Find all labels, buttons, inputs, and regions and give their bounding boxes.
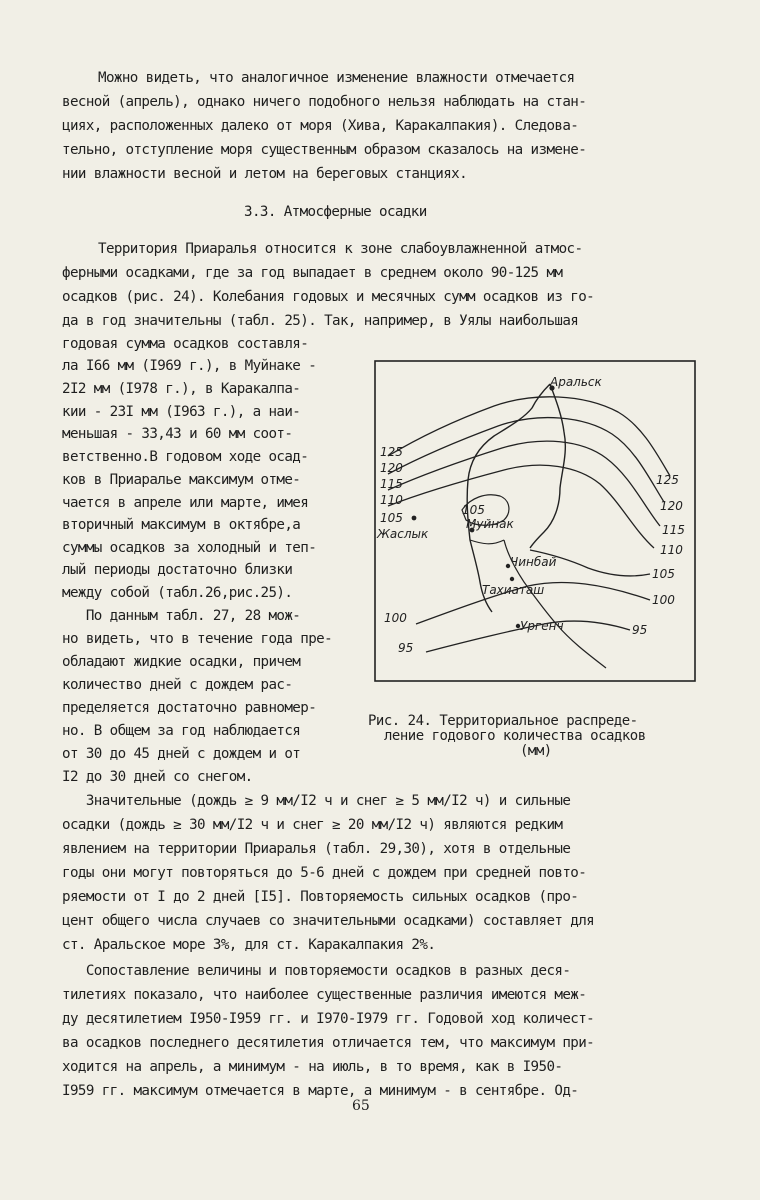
isoline-label: 125 bbox=[656, 473, 679, 487]
isoline-label: 105 bbox=[380, 511, 403, 525]
precipitation-map bbox=[374, 360, 696, 682]
text-line: По данным табл. 27, 28 мож- bbox=[62, 608, 301, 624]
text-line: ряемости от I до 2 дней [I5]. Повторяемость сильных осадков (про- bbox=[62, 889, 579, 905]
text-line: да в год значительны (табл. 25). Так, например, в Уялы наибольшая bbox=[62, 313, 579, 329]
isoline-label: 110 bbox=[380, 493, 403, 507]
text-line: Значительные (дождь ≥ 9 мм/I2 ч и снег ≥ 5 мм/I2 ч) и сильные bbox=[62, 793, 571, 809]
text-line: тельно, отступление моря существенным образом сказалось на измене- bbox=[62, 142, 587, 158]
isoline-label: 100 bbox=[384, 611, 407, 625]
isoline-label: 110 bbox=[660, 543, 683, 557]
text-line: суммы осадков за холодный и теп- bbox=[62, 540, 317, 556]
isoline-label: 120 bbox=[380, 461, 403, 475]
text-line: I2 до 30 дней со снегом. bbox=[62, 769, 253, 785]
text-line: лый периоды достаточно близки bbox=[62, 562, 293, 578]
page-number: 65 bbox=[352, 1098, 370, 1114]
text-line: количество дней с дождем рас- bbox=[62, 677, 293, 693]
place-label: Ургенч bbox=[520, 619, 564, 633]
text-line: циях, расположенных далеко от моря (Хива, Каракалпакия). Следова- bbox=[62, 118, 579, 134]
section-heading: 3.3. Атмосферные осадки bbox=[244, 204, 427, 220]
isoline-label: 100 bbox=[652, 593, 675, 607]
text-line: кии - 23I мм (I963 г.), а наи- bbox=[62, 404, 301, 420]
text-line: осадки (дождь ≥ 30 мм/I2 ч и снег ≥ 20 мм/I2 ч) являются редким bbox=[62, 817, 563, 833]
text-line: чается в апреле или марте, имея bbox=[62, 495, 309, 511]
text-line: ст. Аральское море 3%, для ст. Каракалпакия 2%. bbox=[62, 937, 436, 953]
text-line: но видеть, что в течение года пре- bbox=[62, 631, 333, 647]
isoline-label: 95 bbox=[632, 623, 648, 637]
text-line: вторичный максимум в октябре,а bbox=[62, 517, 301, 533]
text-line: пределяется достаточно равномер- bbox=[62, 700, 317, 716]
text-line: ходится на апрель, а минимум - на июль, в то время, как в I950- bbox=[62, 1059, 563, 1075]
text-line: Можно видеть, что аналогичное изменение влажности отмечается bbox=[98, 70, 575, 86]
text-line: Территория Приаралья относится к зоне слабоувлажненной атмос- bbox=[98, 241, 583, 257]
place-label: Жаслык bbox=[377, 527, 429, 541]
text-line: тилетиях показало, что наиболее существенные различия имеются меж- bbox=[62, 987, 587, 1003]
figure-caption: (мм) bbox=[520, 743, 552, 759]
zhaslyk-dot bbox=[412, 516, 417, 521]
text-line: явлением на территории Приаралья (табл. 29,30), хотя в отдельные bbox=[62, 841, 571, 857]
text-line: ферными осадками, где за год выпадает в среднем около 90-125 мм bbox=[62, 265, 563, 281]
isoline-label: 95 bbox=[398, 641, 414, 655]
isoline-120 bbox=[388, 418, 664, 502]
text-line: Сопоставление величины и повторяемости осадков в разных деся- bbox=[62, 963, 571, 979]
text-line: ла I66 мм (I969 г.), в Муйнаке - bbox=[62, 358, 317, 374]
text-line: осадков (рис. 24). Колебания годовых и месячных сумм осадков из го- bbox=[62, 289, 595, 305]
text-line: от 30 до 45 дней с дождем и от bbox=[62, 746, 301, 762]
text-line: ва осадков последнего десятилетия отличается тем, что максимум при- bbox=[62, 1035, 595, 1051]
figure-caption: Рис. 24. Территориальное распреде- bbox=[368, 713, 638, 729]
takhiatash-dot bbox=[510, 577, 514, 581]
figure-caption: ление годового количества осадков bbox=[384, 728, 646, 744]
text-line: 2I2 мм (I978 г.), в Каракалпа- bbox=[62, 381, 301, 397]
place-label: Чинбай bbox=[510, 555, 557, 569]
isoline-125 bbox=[388, 397, 670, 476]
text-line: между собой (табл.26,рис.25). bbox=[62, 585, 293, 601]
text-line: цент общего числа случаев со значительными осадками) составляет для bbox=[62, 913, 595, 929]
text-line: меньшая - 33,43 и 60 мм соот- bbox=[62, 426, 293, 442]
isoline-label: 115 bbox=[380, 477, 403, 491]
text-line: ду десятилетием I950-I959 гг. и I970-I979 гг. Годовой ход количест- bbox=[62, 1011, 595, 1027]
text-line: но. В общем за год наблюдается bbox=[62, 723, 301, 739]
isoline-label: 125 bbox=[380, 445, 403, 459]
isoline-label: 120 bbox=[660, 499, 683, 513]
text-line: годы они могут повторяться до 5-6 дней с дождем при средней повто- bbox=[62, 865, 587, 881]
river-branch bbox=[470, 540, 504, 544]
text-line: нии влажности весной и летом на береговых станциях. bbox=[62, 166, 468, 182]
place-label: Тахиаташ bbox=[482, 583, 545, 597]
text-line: весной (апрель), однако ничего подобного нельзя наблюдать на стан- bbox=[62, 94, 587, 110]
isoline-label: 105 bbox=[462, 503, 485, 517]
text-line: ков в Приаралье максимум отме- bbox=[62, 472, 301, 488]
isoline-label: 105 bbox=[652, 567, 675, 581]
text-line: I959 гг. максимум отмечается в марте, а минимум - в сентябре. Од- bbox=[62, 1083, 579, 1099]
text-line: годовая сумма осадков составля- bbox=[62, 336, 309, 352]
place-label: Муйнак bbox=[466, 517, 514, 531]
text-line: ветственно.В годовом ходе осад- bbox=[62, 449, 309, 465]
place-label: Аральск bbox=[550, 375, 602, 389]
text-line: обладают жидкие осадки, причем bbox=[62, 654, 301, 670]
isoline-label: 115 bbox=[662, 523, 685, 537]
